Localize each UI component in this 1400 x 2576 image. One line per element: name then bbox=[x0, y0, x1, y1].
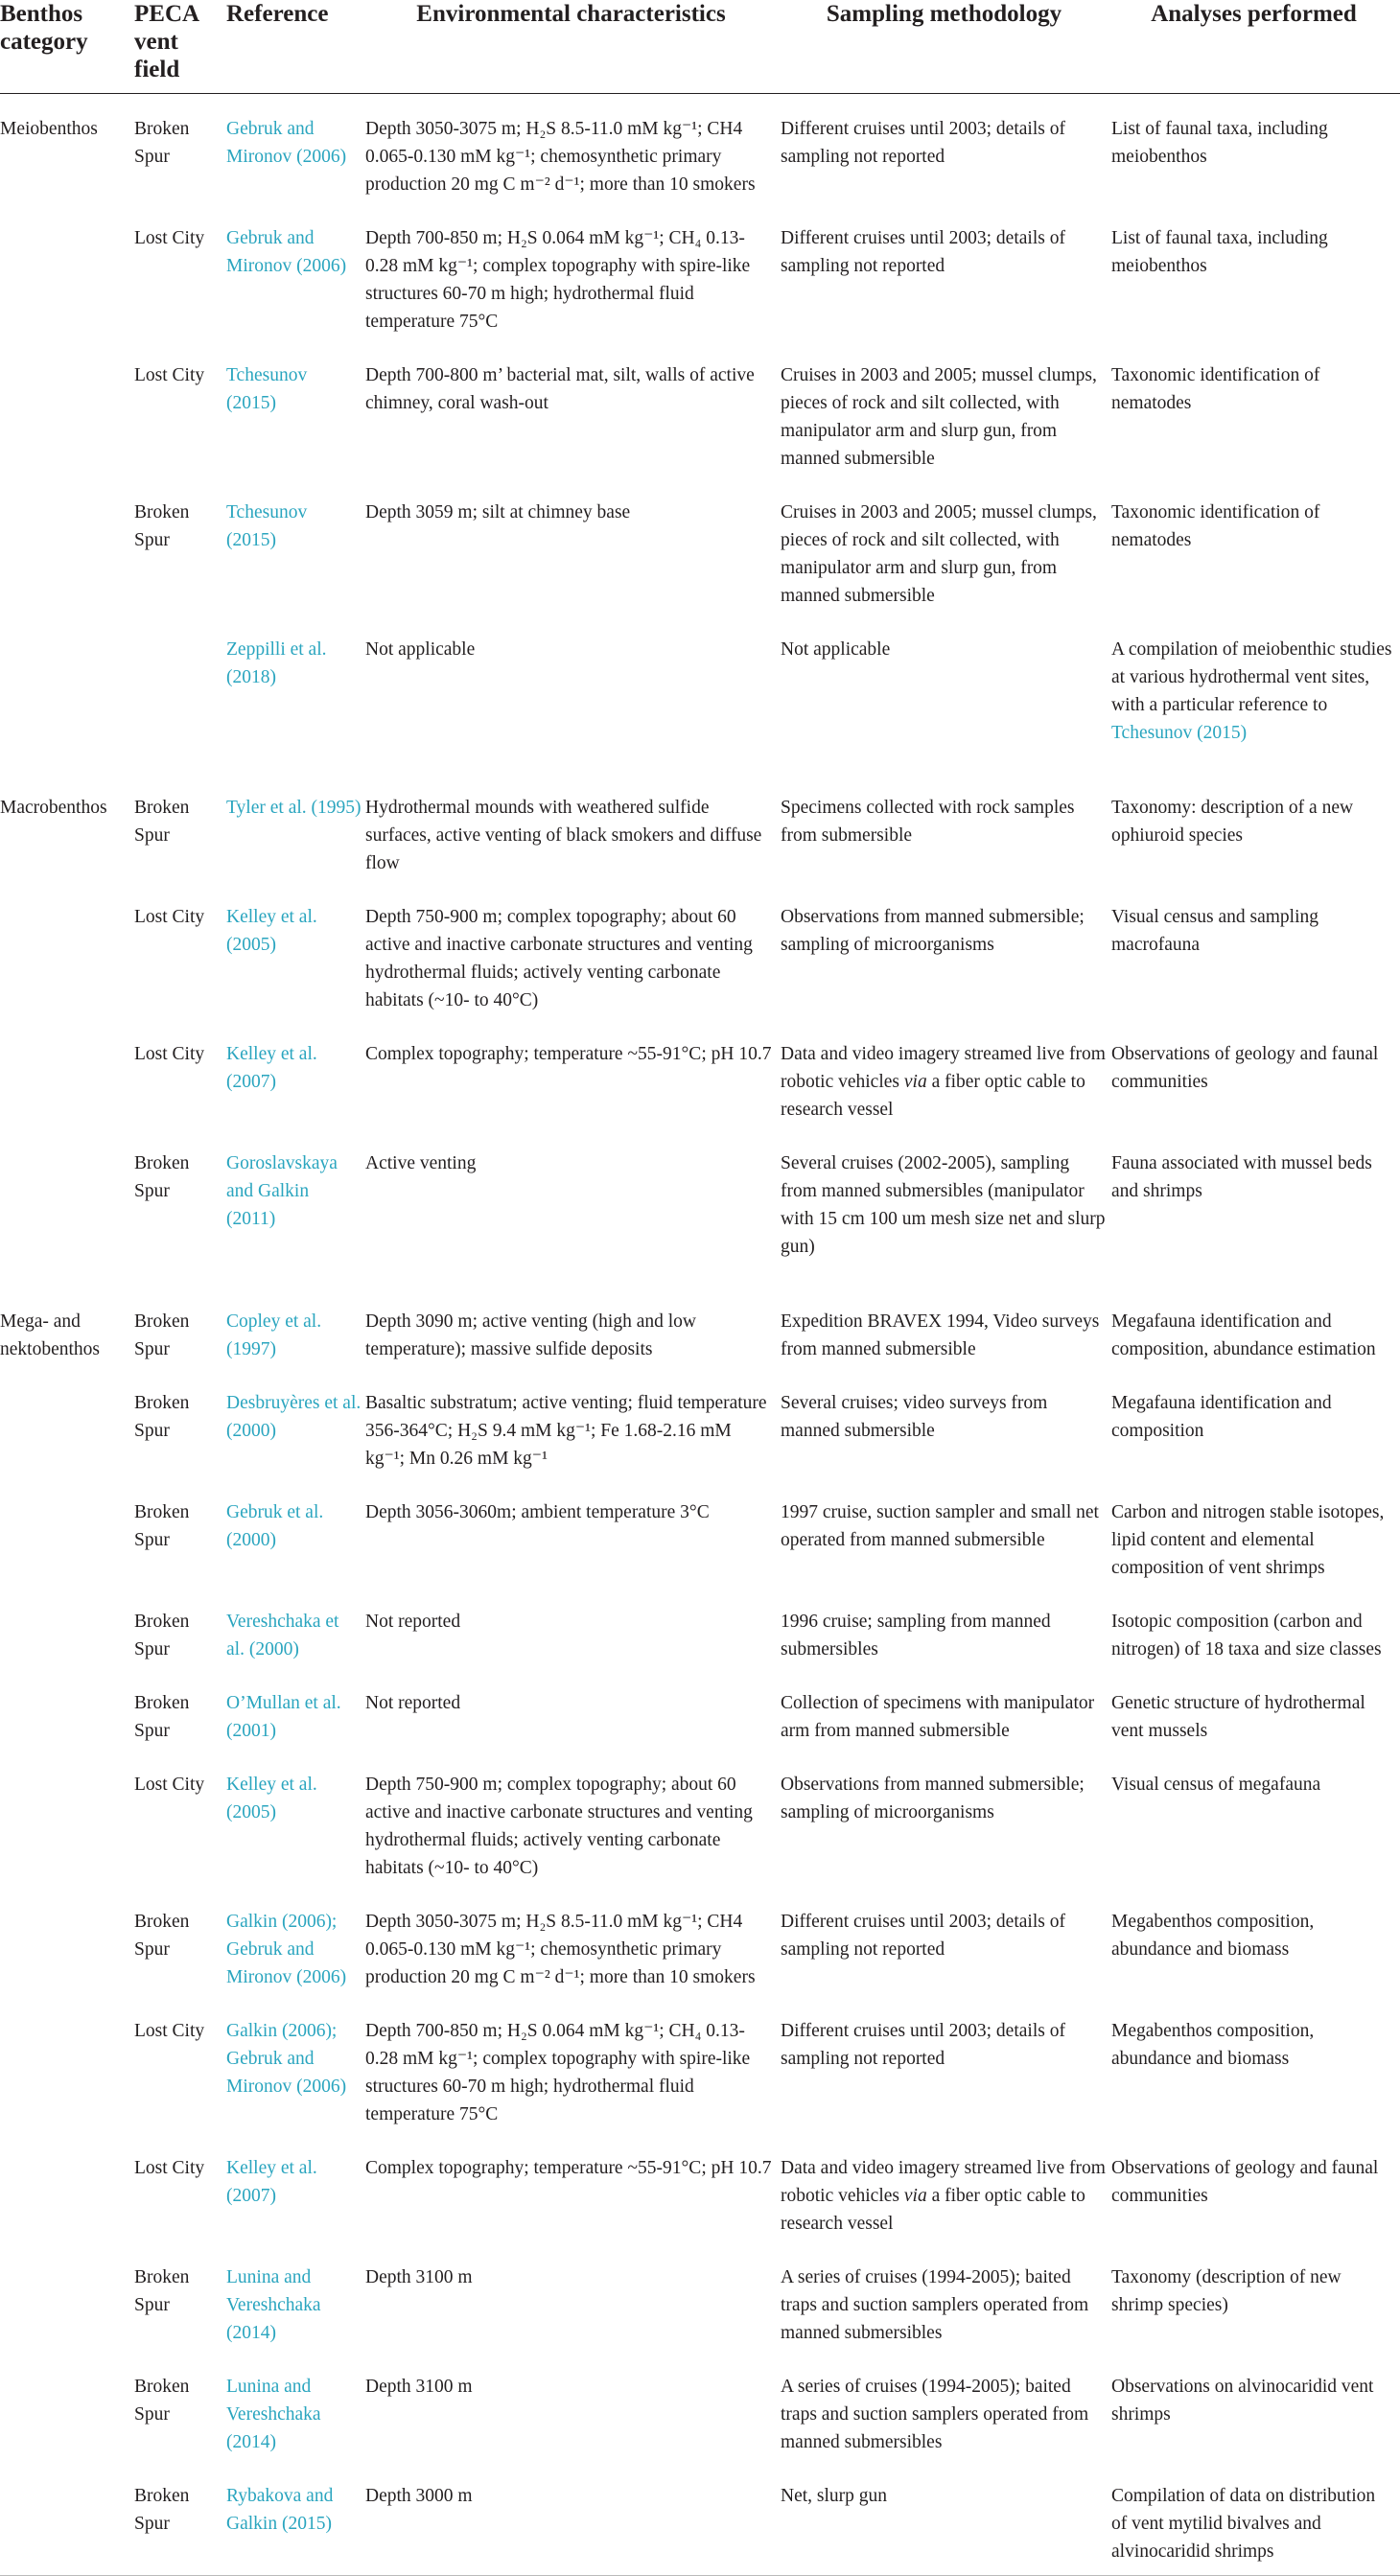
cell-reference-link[interactable] bbox=[226, 1389, 365, 1498]
cell-category bbox=[0, 903, 134, 1040]
table-row bbox=[0, 1287, 1400, 1389]
cell-environment: Depth 700-850 m; H₂S 0.064 mM kg⁻¹; CH₄ 0.13-0.28 mM kg⁻¹; complex topography with spire-like structures 60-70 m high; hydrothermal fluid temperature 75°C bbox=[365, 228, 751, 332]
cell-analyses: Observations of geology and faunal communities bbox=[1111, 2158, 1379, 2206]
cell-category bbox=[0, 1908, 134, 2017]
reference-link[interactable]: Kelley et al. (2007) bbox=[226, 2158, 317, 2206]
cell-vent-field: Broken Spur bbox=[134, 2267, 190, 2315]
reference-link[interactable]: O’Mullan et al. (2001) bbox=[226, 1693, 341, 1741]
sampling-text: a fiber optic cable to research vessel bbox=[781, 1072, 1085, 1120]
sampling-text: Data and video imagery streamed live from robotic vehicles bbox=[781, 2158, 1106, 2206]
cell-sampling: Several cruises; video surveys from manned submersible bbox=[781, 1393, 1048, 1441]
cell-sampling: Different cruises until 2003; details of sampling not reported bbox=[781, 1912, 1065, 1960]
header-analyses-performed: Analyses performed bbox=[1151, 1, 1357, 27]
cell-category bbox=[0, 1689, 134, 1771]
cell-analyses: Visual census of megafauna bbox=[1111, 1775, 1321, 1795]
header-peca-vent-field: PECA vent field bbox=[134, 1, 198, 82]
cell-environment: Depth 3059 m; silt at chimney base bbox=[365, 502, 631, 522]
cell-reference-link[interactable] bbox=[226, 1908, 365, 2017]
cell-reference-link[interactable] bbox=[226, 224, 365, 361]
table-row bbox=[0, 1040, 1400, 1149]
cell-category bbox=[0, 2482, 134, 2576]
cell-vent-field: Broken Spur bbox=[134, 2377, 190, 2425]
cell-environment: Depth 700-850 m; H₂S 0.064 mM kg⁻¹; CH₄ 0.13-0.28 mM kg⁻¹; complex topography with spire-like structures 60-70 m high; hydrothermal fluid temperature 75°C bbox=[365, 2021, 751, 2124]
cell-vent-field: Broken Spur bbox=[134, 1912, 190, 1960]
reference-link[interactable]: Kelley et al. (2007) bbox=[226, 1044, 317, 1092]
cell-vent-field: Broken Spur bbox=[134, 798, 190, 846]
cell-analyses: Megabenthos composition, abundance and biomass bbox=[1111, 2021, 1315, 2069]
cell-environment: Depth 3100 m bbox=[365, 2377, 473, 2397]
cell-analyses: Fauna associated with mussel beds and shrimps bbox=[1111, 1153, 1372, 1201]
reference-link[interactable]: Rybakova and Galkin (2015) bbox=[226, 2486, 334, 2534]
cell-vent-field: Lost City bbox=[134, 1044, 205, 1064]
table-row bbox=[0, 773, 1400, 903]
table-header-row bbox=[0, 0, 1400, 94]
reference-link[interactable]: Tchesunov (2015) bbox=[226, 502, 308, 550]
cell-environment: Not reported bbox=[365, 1693, 461, 1713]
reference-link[interactable]: Goroslavskaya and Galkin (2011) bbox=[226, 1153, 338, 1229]
cell-sampling: Collection of specimens with manipulator arm from manned submersible bbox=[781, 1693, 1095, 1741]
cell-reference-link[interactable] bbox=[226, 2263, 365, 2373]
table-row bbox=[0, 2373, 1400, 2482]
cell-environment: Not reported bbox=[365, 1612, 461, 1632]
table-row bbox=[0, 903, 1400, 1040]
sampling-italic: via bbox=[903, 1072, 927, 1092]
table-row bbox=[0, 224, 1400, 361]
cell-category bbox=[0, 2263, 134, 2373]
cell-category bbox=[0, 2154, 134, 2263]
cell-environment: Depth 3050-3075 m; H₂S 8.5-11.0 mM kg⁻¹; CH4 0.065-0.130 mM kg⁻¹; chemosynthetic primary production 20 mg C m⁻² d⁻¹; more than 10 smokers bbox=[365, 119, 756, 195]
cell-environment: Depth 3056-3060m; ambient temperature 3°C bbox=[365, 1502, 710, 1522]
cell-environment: Active venting bbox=[365, 1153, 477, 1173]
table-row bbox=[0, 2154, 1400, 2263]
sampling-text: a fiber optic cable to research vessel bbox=[781, 2186, 1085, 2234]
cell-environment: Depth 750-900 m; complex topography; about 60 active and inactive carbonate structures and venting hydrothermal fluids; actively venting carbonate habitats (~10- to 40°C) bbox=[365, 907, 753, 1010]
cell-sampling: 1997 cruise, suction sampler and small net operated from manned submersible bbox=[781, 1502, 1099, 1550]
cell-sampling: Different cruises until 2003; details of sampling not reported bbox=[781, 228, 1065, 276]
cell-analyses: Observations of geology and faunal communities bbox=[1111, 1044, 1379, 1092]
table-row bbox=[0, 94, 1400, 225]
reference-link[interactable]: Lunina and Vereshchaka (2014) bbox=[226, 2267, 321, 2343]
cell-analyses: Compilation of data on distribution of vent mytilid bivalves and alvinocaridid shrimps bbox=[1111, 2486, 1376, 2562]
reference-link[interactable]: Gebruk and Mironov (2006) bbox=[226, 119, 347, 167]
reference-link[interactable]: Tyler et al. (1995) bbox=[226, 798, 362, 818]
cell-category: Mega- and nektobenthos bbox=[0, 1311, 100, 1359]
header-benthos-category: Benthos category bbox=[0, 1, 88, 55]
reference-link[interactable]: Gebruk et al. (2000) bbox=[226, 1502, 324, 1550]
table-row bbox=[0, 1498, 1400, 1608]
cell-analyses bbox=[1111, 636, 1400, 773]
cell-category bbox=[0, 1149, 134, 1287]
table-row bbox=[0, 499, 1400, 636]
reference-link[interactable]: Galkin (2006); Gebruk and Mironov (2006) bbox=[226, 1912, 347, 1987]
cell-analyses: Taxonomic identification of nematodes bbox=[1111, 502, 1320, 550]
cell-reference-link[interactable] bbox=[226, 94, 365, 225]
table-row bbox=[0, 1149, 1400, 1287]
cell-analyses: Observations on alvinocaridid vent shrimps bbox=[1111, 2377, 1374, 2425]
cell-environment: Depth 3090 m; active venting (high and low temperature); massive sulfide deposits bbox=[365, 1311, 696, 1359]
cell-analyses: Isotopic composition (carbon and nitrogen) of 18 taxa and size classes bbox=[1111, 1612, 1382, 1659]
cell-reference-link[interactable] bbox=[226, 361, 365, 499]
cell-category: Meiobenthos bbox=[0, 119, 98, 139]
cell-reference-link[interactable] bbox=[226, 1040, 365, 1149]
cell-analyses: Taxonomic identification of nematodes bbox=[1111, 365, 1320, 413]
cell-category bbox=[0, 1608, 134, 1689]
cell-sampling: Observations from manned submersible; sampling of microorganisms bbox=[781, 907, 1085, 955]
cell-sampling: Different cruises until 2003; details of sampling not reported bbox=[781, 2021, 1065, 2069]
sampling-text: Data and video imagery streamed live from robotic vehicles bbox=[781, 1044, 1106, 1092]
cell-sampling bbox=[781, 1040, 1111, 1149]
header-sampling-methodology: Sampling methodology bbox=[826, 1, 1062, 27]
table-row bbox=[0, 1908, 1400, 2017]
cell-analyses: Carbon and nitrogen stable isotopes, lipid content and elemental composition of vent shrimps bbox=[1111, 1502, 1385, 1578]
cell-category bbox=[0, 1771, 134, 1908]
cell-sampling: Cruises in 2003 and 2005; mussel clumps, pieces of rock and silt collected, with manipulator arm and slurp gun, from manned submersible bbox=[781, 502, 1097, 606]
cell-environment: Depth 3000 m bbox=[365, 2486, 473, 2506]
cell-reference-link[interactable] bbox=[226, 2154, 365, 2263]
cell-vent-field: Broken Spur bbox=[134, 1311, 190, 1359]
reference-link[interactable]: Copley et al. (1997) bbox=[226, 1311, 322, 1359]
reference-link[interactable]: Kelley et al. (2005) bbox=[226, 907, 317, 955]
cell-environment: Depth 3050-3075 m; H₂S 8.5-11.0 mM kg⁻¹; CH4 0.065-0.130 mM kg⁻¹; chemosynthetic primary production 20 mg C m⁻² d⁻¹; more than 10 smokers bbox=[365, 1912, 756, 1987]
cell-category bbox=[0, 2017, 134, 2154]
cell-vent-field: Lost City bbox=[134, 2158, 205, 2178]
cell-reference-link[interactable] bbox=[226, 1689, 365, 1771]
cell-environment: Depth 3100 m bbox=[365, 2267, 473, 2287]
cell-vent-field: Broken Spur bbox=[134, 2486, 190, 2534]
reference-link[interactable]: Tchesunov (2015) bbox=[226, 365, 308, 413]
cell-reference-link[interactable] bbox=[226, 773, 365, 903]
cell-environment: Depth 750-900 m; complex topography; about 60 active and inactive carbonate structures and venting hydrothermal fluids; actively venting carbonate habitats (~10- to 40°C) bbox=[365, 1775, 753, 1878]
cell-analyses: Megabenthos composition, abundance and biomass bbox=[1111, 1912, 1315, 1960]
cell-sampling: Several cruises (2002-2005), sampling from manned submersibles (manipulator with 15 cm 100 um mesh size net and slurp gun) bbox=[781, 1153, 1106, 1257]
header-reference: Reference bbox=[226, 1, 329, 27]
cell-category: Macrobenthos bbox=[0, 798, 107, 818]
cell-vent-field bbox=[134, 636, 226, 773]
table-row bbox=[0, 361, 1400, 499]
cell-vent-field: Broken Spur bbox=[134, 1393, 190, 1441]
cell-reference-link[interactable] bbox=[226, 1287, 365, 1389]
cell-category bbox=[0, 1040, 134, 1149]
cell-vent-field: Broken Spur bbox=[134, 119, 190, 167]
cell-vent-field: Lost City bbox=[134, 365, 205, 385]
cell-environment: Depth 700-800 m’ bacterial mat, silt, walls of active chimney, coral wash-out bbox=[365, 365, 755, 413]
cell-environment: Hydrothermal mounds with weathered sulfide surfaces, active venting of black smokers and diffuse flow bbox=[365, 798, 762, 873]
cell-vent-field: Broken Spur bbox=[134, 1502, 190, 1550]
reference-link[interactable]: Desbruyères et al. (2000) bbox=[226, 1393, 362, 1441]
cell-category bbox=[0, 1389, 134, 1498]
cell-analyses: Genetic structure of hydrothermal vent mussels bbox=[1111, 1693, 1365, 1741]
cell-sampling: Expedition BRAVEX 1994, Video surveys from manned submersible bbox=[781, 1311, 1100, 1359]
cell-sampling: Not applicable bbox=[781, 639, 891, 660]
cell-analyses: Taxonomy: description of a new ophiuroid species bbox=[1111, 798, 1354, 846]
analyses-text: A compilation of meiobenthic studies at various hydrothermal vent sites, with a particular reference to bbox=[1111, 639, 1392, 715]
reference-link[interactable]: Galkin (2006); Gebruk and Mironov (2006) bbox=[226, 2021, 347, 2097]
cell-analyses: Megafauna identification and composition bbox=[1111, 1393, 1332, 1441]
cell-sampling: 1996 cruise; sampling from manned submersibles bbox=[781, 1612, 1051, 1659]
cell-sampling bbox=[781, 2154, 1111, 2263]
cell-vent-field: Broken Spur bbox=[134, 502, 190, 550]
header-environmental-characteristics: Environmental characteristics bbox=[416, 1, 726, 27]
table-row bbox=[0, 1389, 1400, 1498]
cell-sampling: Observations from manned submersible; sampling of microorganisms bbox=[781, 1775, 1085, 1822]
cell-category bbox=[0, 1498, 134, 1608]
reference-link[interactable]: Vereshchaka et al. (2000) bbox=[226, 1612, 339, 1659]
cell-category bbox=[0, 2373, 134, 2482]
cell-vent-field: Broken Spur bbox=[134, 1693, 190, 1741]
cell-environment: Complex topography; temperature ~55-91°C; pH 10.7 bbox=[365, 1044, 772, 1064]
cell-reference-link[interactable] bbox=[226, 1608, 365, 1689]
reference-link[interactable]: Gebruk and Mironov (2006) bbox=[226, 228, 347, 276]
table-row bbox=[0, 2017, 1400, 2154]
table-row bbox=[0, 2482, 1400, 2576]
cell-analyses: List of faunal taxa, including meiobenthos bbox=[1111, 228, 1328, 276]
cell-sampling: Cruises in 2003 and 2005; mussel clumps, pieces of rock and silt collected, with manipulator arm and slurp gun, from manned submersible bbox=[781, 365, 1097, 469]
cell-vent-field: Broken Spur bbox=[134, 1153, 190, 1201]
cell-vent-field: Broken Spur bbox=[134, 1612, 190, 1659]
reference-link[interactable]: Zeppilli et al. (2018) bbox=[226, 639, 327, 687]
cell-environment: Not applicable bbox=[365, 639, 476, 660]
table-row bbox=[0, 1689, 1400, 1771]
cell-category bbox=[0, 224, 134, 361]
cell-reference-link[interactable] bbox=[226, 2482, 365, 2576]
reference-link[interactable]: Lunina and Vereshchaka (2014) bbox=[226, 2377, 321, 2452]
cell-vent-field: Lost City bbox=[134, 2021, 205, 2041]
cell-reference-link[interactable] bbox=[226, 1498, 365, 1608]
cell-sampling: Different cruises until 2003; details of sampling not reported bbox=[781, 119, 1065, 167]
cell-analyses: List of faunal taxa, including meiobenthos bbox=[1111, 119, 1328, 167]
cell-environment: Complex topography; temperature ~55-91°C; pH 10.7 bbox=[365, 2158, 772, 2178]
cell-category bbox=[0, 636, 134, 773]
cell-category bbox=[0, 361, 134, 499]
cell-reference-link[interactable] bbox=[226, 1771, 365, 1908]
table-row bbox=[0, 636, 1400, 773]
table-row bbox=[0, 1608, 1400, 1689]
cell-sampling: Net, slurp gun bbox=[781, 2486, 888, 2506]
sampling-italic: via bbox=[903, 2186, 927, 2206]
cell-sampling: A series of cruises (1994-2005); baited traps and suction samplers operated from manned submersibles bbox=[781, 2267, 1089, 2343]
reference-link[interactable]: Kelley et al. (2005) bbox=[226, 1775, 317, 1822]
cell-reference-link[interactable] bbox=[226, 2373, 365, 2482]
cell-vent-field: Lost City bbox=[134, 228, 205, 248]
table-row bbox=[0, 2263, 1400, 2373]
cell-reference-link[interactable] bbox=[226, 2017, 365, 2154]
cell-analyses: Visual census and sampling macrofauna bbox=[1111, 907, 1319, 955]
table-row bbox=[0, 1771, 1400, 1908]
inline-reference-link[interactable]: Tchesunov (2015) bbox=[1111, 723, 1248, 743]
cell-analyses: Megafauna identification and composition, abundance estimation bbox=[1111, 1311, 1376, 1359]
cell-reference-link[interactable] bbox=[226, 1149, 365, 1287]
cell-sampling: A series of cruises (1994-2005); baited traps and suction samplers operated from manned submersibles bbox=[781, 2377, 1089, 2452]
cell-vent-field: Lost City bbox=[134, 1775, 205, 1795]
cell-category bbox=[0, 499, 134, 636]
cell-analyses: Taxonomy (description of new shrimp species) bbox=[1111, 2267, 1342, 2315]
cell-sampling: Specimens collected with rock samples from submersible bbox=[781, 798, 1075, 846]
cell-reference-link[interactable] bbox=[226, 499, 365, 636]
cell-vent-field: Lost City bbox=[134, 907, 205, 927]
cell-environment: Basaltic substratum; active venting; fluid temperature 356-364°C; H₂S 9.4 mM kg⁻¹; Fe 1.68-2.16 mM kg⁻¹; Mn 0.26 mM kg⁻¹ bbox=[365, 1393, 767, 1469]
cell-reference-link[interactable] bbox=[226, 903, 365, 1040]
cell-reference-link[interactable] bbox=[226, 636, 365, 773]
